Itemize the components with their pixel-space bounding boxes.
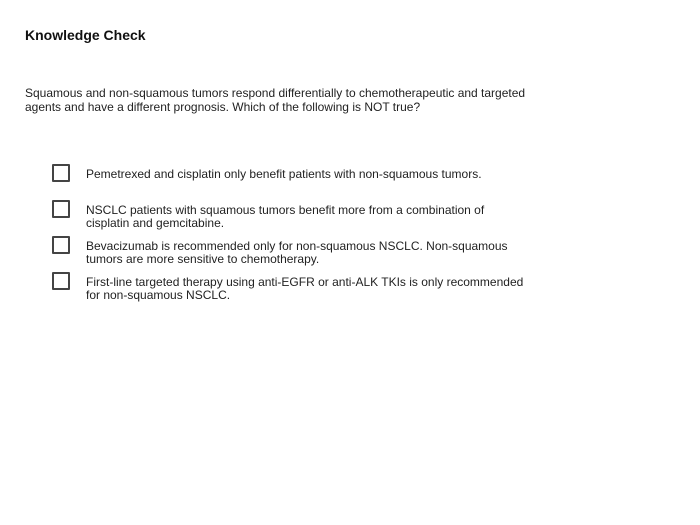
answer-checkbox-3[interactable] (52, 236, 70, 254)
page-title: Knowledge Check (25, 27, 146, 43)
answer-checkbox-4[interactable] (52, 272, 70, 290)
answer-options (52, 164, 572, 308)
answer-option-label-2: NSCLC patients with squamous tumors benefit more from a combination of cisplatin and gemcitabine. (86, 203, 485, 230)
answer-option-4[interactable] (52, 272, 572, 308)
answer-option-label-1: Pemetrexed and cisplatin only benefit patients with non-squamous tumors. (86, 167, 482, 181)
answer-checkbox-1[interactable] (52, 164, 70, 182)
answer-option-1[interactable] (52, 164, 572, 200)
question-text: Squamous and non-squamous tumors respond differentially to chemotherapeutic and targeted agents and have a different prognosis. Which of the following is NOT true? (25, 86, 526, 114)
answer-option-2[interactable] (52, 200, 572, 236)
answer-checkbox-2[interactable] (52, 200, 70, 218)
answer-option-label-4: First-line targeted therapy using anti-EGFR or anti-ALK TKIs is only recommended for non-squamous NSCLC. (86, 275, 524, 302)
answer-option-3[interactable] (52, 236, 572, 272)
answer-option-label-3: Bevacizumab is recommended only for non-squamous NSCLC. Non-squamous tumors are more sensitive to chemotherapy. (86, 239, 508, 266)
